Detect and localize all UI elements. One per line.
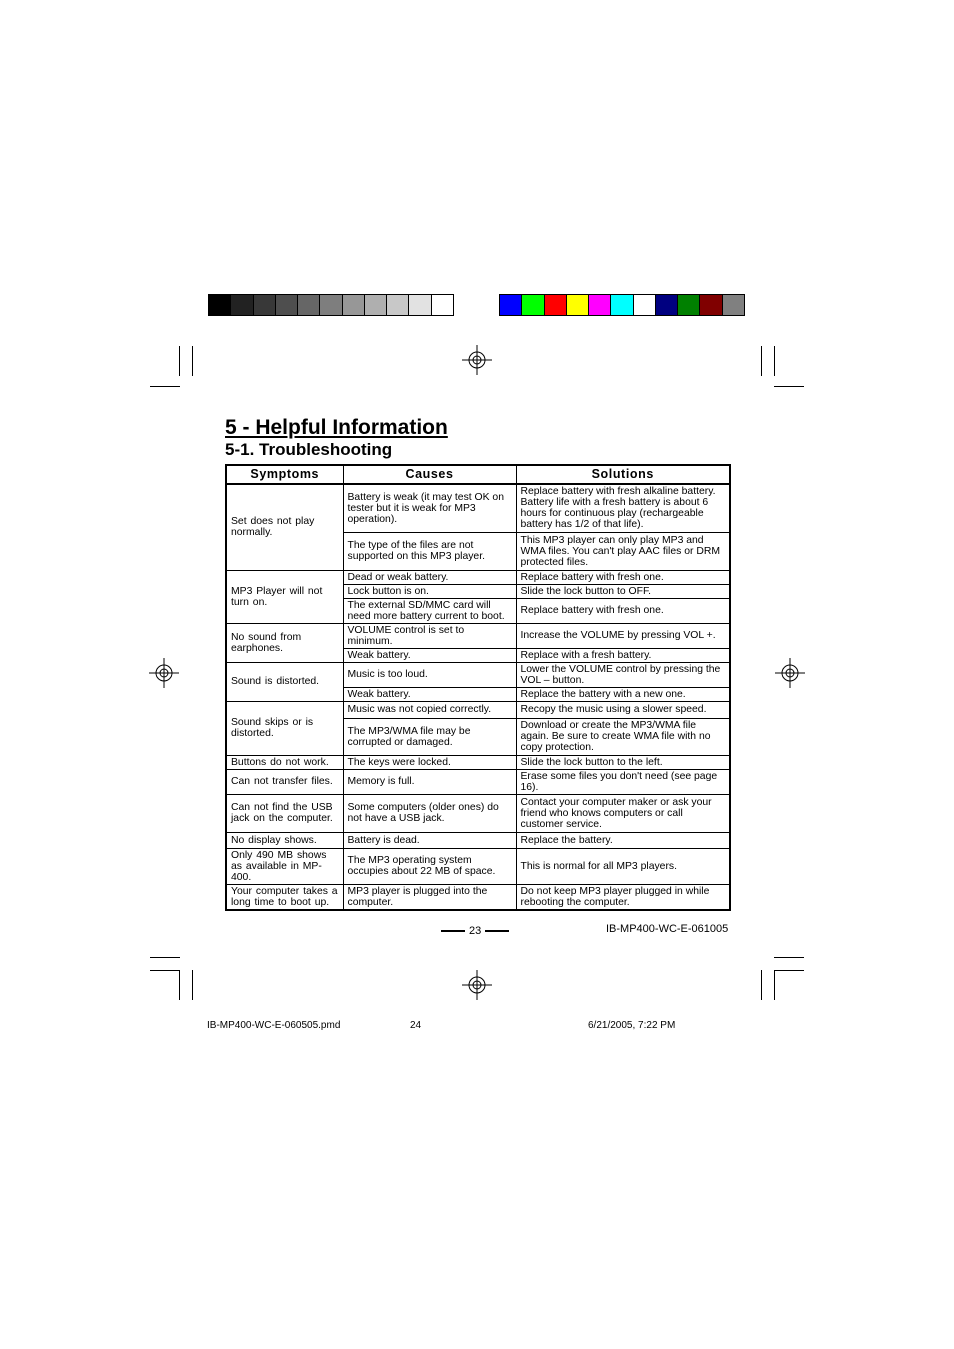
crop-mark [150, 386, 180, 387]
solution-cell: Erase some files you don't need (see page 16). [516, 769, 730, 794]
color-swatch [365, 295, 387, 315]
crop-mark [774, 386, 804, 387]
solution-cell: Replace battery with fresh alkaline battery. Battery life with a fresh battery is about 6 hours for continuous play (rechargeable battery has 1/2 of that life). [516, 484, 730, 532]
cause-cell: The keys were locked. [343, 755, 516, 769]
table-row [226, 662, 730, 687]
table-row [226, 701, 730, 718]
color-swatch [522, 295, 544, 315]
color-swatch [567, 295, 589, 315]
cause-cell: The external SD/MMC card will need more battery current to boot. [343, 598, 516, 623]
color-swatch [589, 295, 611, 315]
table-row [226, 623, 730, 648]
cause-cell: MP3 player is plugged into the computer. [343, 884, 516, 910]
cause-cell: The MP3/WMA file may be corrupted or damaged. [343, 718, 516, 755]
crop-mark [150, 957, 180, 958]
divider [441, 930, 465, 932]
table-row [226, 794, 730, 832]
crop-mark [179, 970, 180, 1000]
color-swatch [254, 295, 276, 315]
solution-cell: Slide the lock button to the left. [516, 755, 730, 769]
column-header-causes: Causes [343, 465, 516, 484]
solution-cell: Replace battery with fresh one. [516, 570, 730, 584]
table-header-row [226, 465, 730, 484]
color-swatch [209, 295, 231, 315]
color-swatch [723, 295, 744, 315]
table-row [226, 848, 730, 884]
solution-cell: Contact your computer maker or ask your friend who knows computers or call customer service. [516, 794, 730, 832]
page-title: 5 - Helpful Information [225, 416, 448, 439]
table-row [226, 484, 730, 532]
table-row [226, 570, 730, 584]
solution-cell: Replace the battery. [516, 832, 730, 848]
table-row [226, 884, 730, 910]
cause-cell: Memory is full. [343, 769, 516, 794]
symptom-cell: Set does not play normally. [226, 484, 343, 570]
cause-cell: Lock button is on. [343, 584, 516, 598]
solution-cell: Increase the VOLUME by pressing VOL +. [516, 623, 730, 648]
crop-mark [192, 346, 193, 376]
color-swatch [298, 295, 320, 315]
crop-mark [761, 970, 762, 1000]
symptom-cell: MP3 Player will not turn on. [226, 570, 343, 623]
solution-cell: Replace battery with fresh one. [516, 598, 730, 623]
print-timestamp: 6/21/2005, 7:22 PM [588, 1020, 676, 1031]
solution-cell: Lower the VOLUME control by pressing the VOL – button. [516, 662, 730, 687]
solution-cell: Replace with a fresh battery. [516, 648, 730, 662]
cause-cell: VOLUME control is set to minimum. [343, 623, 516, 648]
column-header-symptoms: Symptoms [226, 465, 343, 484]
cause-cell: Music is too loud. [343, 662, 516, 687]
registration-mark-icon [462, 345, 492, 375]
color-swatch [276, 295, 298, 315]
crop-mark [179, 346, 180, 376]
crop-mark [192, 970, 193, 1000]
symptom-cell: No sound from earphones. [226, 623, 343, 662]
solution-cell: Download or create the MP3/WMA file again. Be sure to create WMA file with no copy protection. [516, 718, 730, 755]
crop-mark [774, 957, 804, 958]
color-swatch [387, 295, 409, 315]
crop-mark [774, 346, 775, 376]
color-swatch [656, 295, 678, 315]
crop-mark [150, 970, 180, 971]
file-page: 24 [410, 1020, 422, 1031]
symptom-cell: Your computer takes a long time to boot up. [226, 884, 343, 910]
cause-cell: The type of the files are not supported on this MP3 player. [343, 532, 516, 570]
color-swatch [678, 295, 700, 315]
table-row [226, 832, 730, 848]
color-swatch [343, 295, 365, 315]
document-id: IB-MP400-WC-E-061005 [606, 923, 729, 935]
symptom-cell: Sound is distorted. [226, 662, 343, 701]
color-swatch [500, 295, 522, 315]
cause-cell: Battery is weak (it may test OK on tester but it is weak for MP3 operation). [343, 484, 516, 532]
registration-mark-icon [149, 658, 179, 688]
grayscale-calibration-bar [208, 294, 454, 316]
symptom-cell: Only 490 MB shows as available in MP-400. [226, 848, 343, 884]
solution-cell: This MP3 player can only play MP3 and WMA files. You can't play AAC files or DRM protected files. [516, 532, 730, 570]
cause-cell: Music was not copied correctly. [343, 701, 516, 718]
crop-mark [774, 970, 775, 1000]
symptom-cell: Buttons do not work. [226, 755, 343, 769]
divider [485, 930, 509, 932]
color-swatch [320, 295, 342, 315]
symptom-cell: Can not find the USB jack on the computer. [226, 794, 343, 832]
cause-cell: Dead or weak battery. [343, 570, 516, 584]
crop-mark [774, 970, 804, 971]
symptom-cell: No display shows. [226, 832, 343, 848]
symptom-cell: Sound skips or is distorted. [226, 701, 343, 755]
registration-mark-icon [462, 970, 492, 1000]
page-number [441, 925, 509, 937]
file-name: IB-MP400-WC-E-060505.pmd [207, 1020, 341, 1031]
cause-cell: Some computers (older ones) do not have a USB jack. [343, 794, 516, 832]
symptom-cell: Can not transfer files. [226, 769, 343, 794]
solution-cell: Do not keep MP3 player plugged in while rebooting the computer. [516, 884, 730, 910]
solution-cell: Recopy the music using a slower speed. [516, 701, 730, 718]
page-number-text: 23 [469, 925, 482, 937]
color-calibration-bar [499, 294, 745, 316]
section-title: 5-1. Troubleshooting [225, 440, 393, 459]
troubleshooting-table [225, 464, 731, 911]
crop-mark [761, 346, 762, 376]
color-swatch [634, 295, 656, 315]
cause-cell: The MP3 operating system occupies about 22 MB of space. [343, 848, 516, 884]
table-row [226, 755, 730, 769]
color-swatch [700, 295, 722, 315]
cause-cell: Weak battery. [343, 687, 516, 701]
column-header-solutions: Solutions [516, 465, 730, 484]
solution-cell: This is normal for all MP3 players. [516, 848, 730, 884]
color-swatch [231, 295, 253, 315]
registration-mark-icon [775, 658, 805, 688]
color-swatch [432, 295, 453, 315]
table-row [226, 769, 730, 794]
cause-cell: Battery is dead. [343, 832, 516, 848]
color-swatch [545, 295, 567, 315]
color-swatch [409, 295, 431, 315]
color-swatch [611, 295, 633, 315]
cause-cell: Weak battery. [343, 648, 516, 662]
solution-cell: Slide the lock button to OFF. [516, 584, 730, 598]
solution-cell: Replace the battery with a new one. [516, 687, 730, 701]
